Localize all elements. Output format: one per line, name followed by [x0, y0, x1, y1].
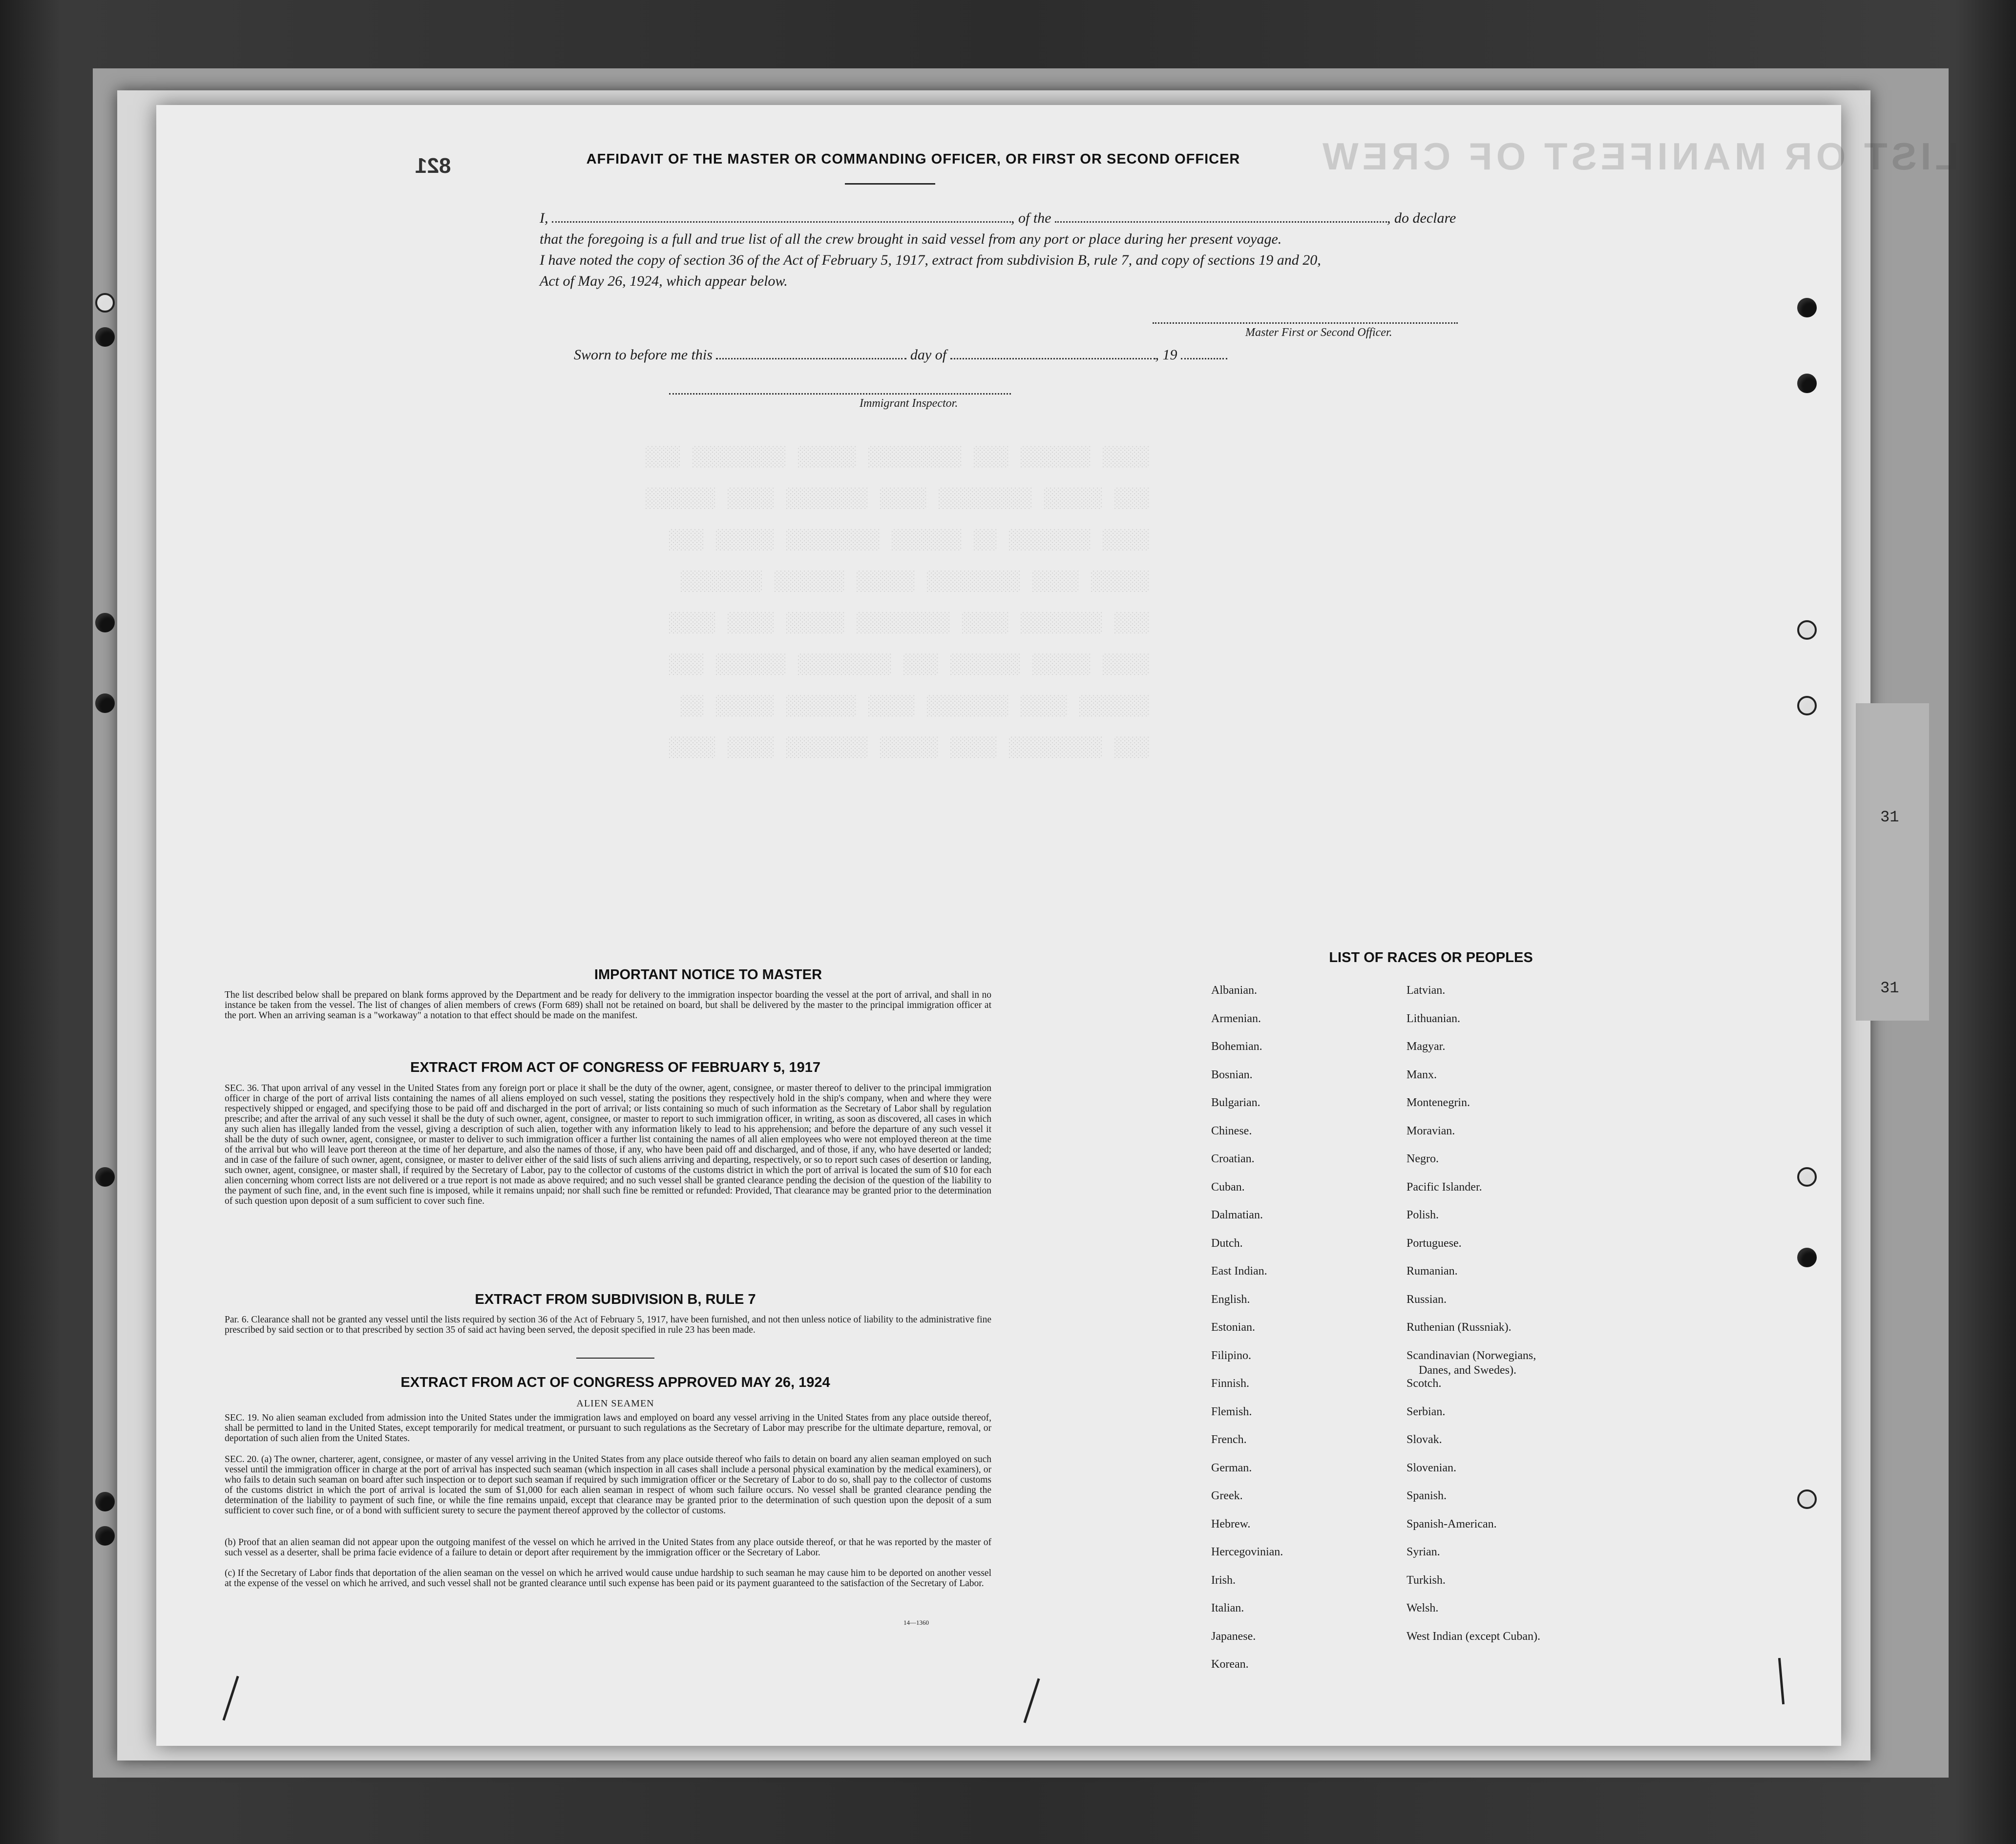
- punch-hole: [95, 293, 115, 313]
- master-signature-label: Master First or Second Officer.: [1245, 326, 1392, 339]
- notice-title: IMPORTANT NOTICE TO MASTER: [594, 967, 822, 983]
- punch-hole: [95, 693, 115, 713]
- punch-hole: [1797, 374, 1817, 393]
- race-item: Finnish.: [1211, 1377, 1250, 1390]
- day-of-text: day of: [910, 347, 947, 363]
- affidavit-title: AFFIDAVIT OF THE MASTER OR COMMANDING OFFICER, OR FIRST OR SECOND OFFICER: [586, 151, 1240, 167]
- race-item: Lithuanian.: [1407, 1012, 1460, 1025]
- punch-hole: [1797, 1248, 1817, 1267]
- section-20c: (c) If the Secretary of Labor finds that deportation of the alien seaman on the vessel on which he arrived would cause undue hardship to such seaman he may cause him to be deported on another vessel at the expense of the vessel on which he arrived, and such vessel shall not be granted clearance until such expense has been paid or its payment guaranteed to the satisfaction of the Secretary of Labor.: [225, 1568, 991, 1589]
- punch-hole: [95, 1167, 115, 1187]
- punch-hole: [1797, 1167, 1817, 1187]
- race-item: German.: [1211, 1461, 1252, 1474]
- race-item: Scandinavian (Norwegians,: [1407, 1349, 1536, 1362]
- extract-1917-body: SEC. 36. That upon arrival of any vessel in the United States from any foreign port or place it shall be the duty of the owner, agent, consignee, or master thereof to deliver to the principal immigration officer in charge of the port of arrival lists containing the names of all aliens employed on such vessel, stating the positions they respectively hold in the ship's company, when and where they were respectively shipped or engaged, and specifying those to be paid off and discharged in the port of arrival; or lists containing so much of such information as the Secretary of Labor shall by regulation prescribe; and after the arrival of any such vessel it shall be the duty of such owner, agent, consignee, or master to report to such immigration officer, in writing, as soon as discovered, all cases in which any such alien has illegally landed from the vessel, giving a description of such alien, together with any information likely to lead to his apprehension; and before the departure of any such vessel it shall be the duty of such owner, agent, consignee, or master to deliver to such immigration officer a further list containing the names of all alien employees who were not employed thereon at the time of the arrival but who will leave port thereon at the time of her departure, and also the names of those, if any, who have been paid off and discharged, and of those, if any, who have deserted or landed; and in case of the failure of such owner, agent, consignee, or master to deliver either of the said lists of such aliens arriving and departing, respectively, or so to report such cases of desertion or landing, such owner, agent, consignee, or master shall, if required by the Secretary of Labor, pay to the collector of customs of the customs district in which the port of arrival is located the sum of $10 for each alien concerning whom correct lists are not delivered or a true report is not made as above required; and no such vessel shall be granted clearance pending the decision of the question of the liability to the payment of such fine, and, in the event such fine is imposed, while it remains unpaid; nor shall such fine be remitted or refunded: Provided, That clearance may be granted prior to the determination of such question upon deposit of a sum sufficient to cover such fine.: [225, 1083, 991, 1206]
- race-item: Armenian.: [1211, 1012, 1261, 1025]
- race-item: Manx.: [1407, 1068, 1437, 1081]
- race-item: Serbian.: [1407, 1405, 1446, 1418]
- declaration-line-4: Act of May 26, 1924, which appear below.: [540, 273, 788, 289]
- sworn-line: [574, 347, 1227, 363]
- race-item: Montenegrin.: [1407, 1096, 1470, 1109]
- race-item: East Indian.: [1211, 1265, 1267, 1278]
- race-item: Greek.: [1211, 1489, 1243, 1502]
- pencil-mark-center: [1023, 1678, 1040, 1723]
- bleed-through-rows: ░░░░ ░░░░░░ ░░░ ░░░░░░░░ ░░░░░ ░░░░░░░░ ░░░ ░░░ ░░░░░ ░░░░░░░░ ░░░░ ░░░░░░░ ░░░░ ░░░░░░ ░░░░ ░░░░░░░ ░░ ░░░░░░ ░░░░░░░░ ░░░░░ ░░░ ░░░░░ ░░░░ ░░░░░░░░ ░░░░░ ░░░░░░ ░░░░░░░ ░░░ ░░░░░░░ ░░░░ ░░░░░░░░ ░░░░░ ░░░░ ░░░░ ░░░░ ░░░░░ ░░░░░░ ░░░ ░░░░░░░░ ░░░░░░ ░░░ ░░░░░░ ░░░░ ░░░░░░░ ░░░░ ░░░░░░ ░░░░░ ░░ ░░░ ░░░░░░░░ ░░░░ ░░░░░ ░░░░░░░ ░░░░ ░░░░: [645, 447, 1149, 759]
- punch-hole: [95, 613, 115, 632]
- race-item: Hercegovinian.: [1211, 1546, 1283, 1558]
- subdivision-body: Par. 6. Clearance shall not be granted any vessel until the lists required by section 36 of the Act of February 5, 1917, have been furnished, and not then unless notice of liability to the administrative fine prescribed by said section or to that prescribed by section 35 of said act having been served, the deposit specified in rule 23 has been made.: [225, 1315, 991, 1335]
- race-item: Latvian.: [1407, 984, 1446, 997]
- punch-hole: [1797, 620, 1817, 640]
- race-item: French.: [1211, 1433, 1247, 1446]
- punch-hole: [1797, 298, 1817, 317]
- race-item: Danes, and Swedes).: [1419, 1363, 1516, 1377]
- race-item: English.: [1211, 1293, 1250, 1306]
- race-item: Slovak.: [1407, 1433, 1442, 1446]
- race-item: Pacific Islander.: [1407, 1180, 1482, 1194]
- race-item: Spanish.: [1407, 1489, 1447, 1502]
- title-rule: [845, 183, 935, 185]
- declaration-do-declare: , do declare: [1387, 210, 1456, 226]
- race-item: Dalmatian.: [1211, 1209, 1263, 1221]
- vessel-blank: [1055, 210, 1387, 223]
- subdivision-rule: [576, 1358, 654, 1359]
- race-item: Spanish-American.: [1407, 1517, 1497, 1530]
- bleed-through-title: LIST OR MANIFEST OF CREW: [1319, 135, 1958, 178]
- race-item: Bosnian.: [1211, 1068, 1253, 1081]
- race-item: Bohemian.: [1211, 1040, 1262, 1053]
- race-item: Russian.: [1407, 1293, 1447, 1306]
- race-item: Hebrew.: [1211, 1517, 1251, 1530]
- inspector-signature-label: Immigrant Inspector.: [860, 397, 958, 410]
- race-item: Scotch.: [1407, 1377, 1442, 1390]
- year-blank: [1181, 347, 1227, 359]
- inspector-signature-line: [669, 393, 1011, 395]
- folder-tab: [1856, 703, 1929, 1021]
- race-item: Croatian.: [1211, 1152, 1255, 1165]
- race-item: Welsh.: [1407, 1602, 1439, 1614]
- race-item: Albanian.: [1211, 984, 1257, 997]
- race-item: Portuguese.: [1407, 1236, 1462, 1250]
- declaration-line-2: that the foregoing is a full and true list of all the crew brought in said vessel from any port or place during her present voyage.: [540, 231, 1282, 247]
- race-item: Filipino.: [1211, 1349, 1252, 1362]
- section-19: SEC. 19. No alien seaman excluded from admission into the United States under the immigration laws and employed on board any vessel arriving in the United States from any place outside thereof, shall be permitted to land in the United States, except temporarily for medical treatment, or pursuant to such regulations as the Secretary of Labor may prescribe for the ultimate departure, removal, or deportation of such alien from the United States.: [225, 1413, 991, 1444]
- name-blank: [552, 210, 1011, 223]
- race-item: Dutch.: [1211, 1236, 1243, 1250]
- notice-body: The list described below shall be prepared on blank forms approved by the Department and be ready for delivery to the immigration inspector boarding the vessel at the port of arrival, and shall in no instance be taken from the vessel. The list of changes of alien members of crews (Form 689) shall not be retained on board, but shall be delivered by the master to the principal immigration officer at the port. When an arriving seaman is a "workaway" a notation to that effect should be made on the manifest.: [225, 990, 991, 1021]
- race-item: Negro.: [1407, 1152, 1439, 1165]
- declaration-of-the: , of the: [1011, 210, 1051, 226]
- race-item: Turkish.: [1407, 1573, 1446, 1587]
- race-item: Polish.: [1407, 1209, 1439, 1221]
- section-20a: SEC. 20. (a) The owner, charterer, agent, consignee, or master of any vessel arriving in the United States from any place outside thereof who fails to detain on board any alien seaman employed on such vessel until the immigration officer in charge at the port of arrival has inspected such seaman (which inspection in all cases shall include a personal physical examination by the medical examiners), or who fails to detain such seaman on board after such inspection or to deport such seaman if required by such immigration officer or the Secretary of Labor to do so, shall pay to the collector of customs of the customs district in which the port of arrival is located the sum of $1,000 for each alien seaman in respect of whom such failure occurs. No vessel shall be granted clearance pending the determination of the liability to payment of such fine, or while the fine remains unpaid, except that clearance may be granted prior to the determination of such question upon the deposit of a sum sufficient to cover such fine, or of a bond with sufficient surety to secure the payment thereof approved by the collector of customs.: [225, 1454, 991, 1516]
- year-text: , 19: [1155, 347, 1177, 363]
- race-item: Flemish.: [1211, 1405, 1252, 1418]
- declaration-line-3: I have noted the copy of section 36 of the Act of February 5, 1917, extract from subdivision B, rule 7, and copy of sections 19 and 20,: [540, 252, 1321, 268]
- race-item: Moravian.: [1407, 1124, 1455, 1137]
- pencil-mark-right: [1778, 1658, 1785, 1704]
- section-20b: (b) Proof that an alien seaman did not appear upon the outgoing manifest of the vessel on which he arrived in the United States from any place outside thereof, or that he was reported by the master of such vessel as a deserter, shall be prima facie evidence of a failure to detain or deport after requirement by the immigration officer or the Secretary of Labor.: [225, 1537, 991, 1558]
- declaration-line-1: [540, 210, 1638, 227]
- subdivision-title: EXTRACT FROM SUBDIVISION B, RULE 7: [475, 1292, 756, 1307]
- edge-stamp-top: 31: [1880, 808, 1899, 826]
- race-item: Slovenian.: [1407, 1461, 1456, 1474]
- race-item: Rumanian.: [1407, 1265, 1458, 1278]
- race-item: Bulgarian.: [1211, 1096, 1260, 1109]
- race-item: Irish.: [1211, 1573, 1236, 1587]
- page-mark: 821: [415, 154, 451, 178]
- punch-hole: [95, 327, 115, 347]
- month-blank: [950, 347, 1155, 359]
- race-item: Chinese.: [1211, 1124, 1252, 1137]
- master-signature-line: [1153, 322, 1458, 324]
- race-item: Estonian.: [1211, 1321, 1255, 1334]
- race-item: Italian.: [1211, 1602, 1244, 1614]
- race-item: Magyar.: [1407, 1040, 1446, 1053]
- punch-hole: [95, 1492, 115, 1511]
- declaration-i: I,: [540, 210, 548, 226]
- punch-hole: [1797, 1489, 1817, 1509]
- day-blank: [716, 347, 906, 359]
- extract-1917-title: EXTRACT FROM ACT OF CONGRESS OF FEBRUARY 5, 1917: [410, 1060, 821, 1075]
- form-number: 14—1360: [903, 1619, 929, 1626]
- sworn-text: Sworn to before me this: [574, 347, 713, 363]
- race-item: Korean.: [1211, 1658, 1249, 1671]
- extract-1924-title: EXTRACT FROM ACT OF CONGRESS APPROVED MAY 26, 1924: [400, 1375, 830, 1390]
- pencil-mark-left: [222, 1676, 239, 1721]
- race-item: Syrian.: [1407, 1546, 1440, 1558]
- punch-hole: [1797, 696, 1817, 715]
- race-item: Ruthenian (Russniak).: [1407, 1321, 1512, 1334]
- race-item: Cuban.: [1211, 1180, 1245, 1194]
- edge-stamp-bottom: 31: [1880, 979, 1899, 997]
- punch-hole: [95, 1526, 115, 1546]
- alien-seamen-subtitle: ALIEN SEAMEN: [576, 1398, 654, 1409]
- races-title: LIST OF RACES OR PEOPLES: [1329, 950, 1533, 965]
- race-item: Japanese.: [1211, 1630, 1256, 1643]
- race-item: West Indian (except Cuban).: [1407, 1630, 1540, 1643]
